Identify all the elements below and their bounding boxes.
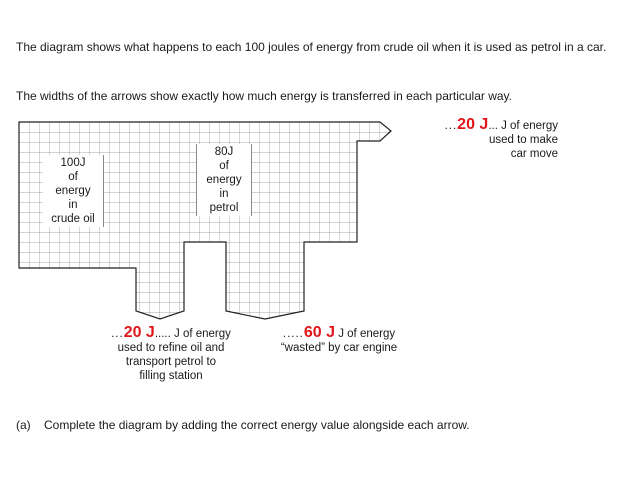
refine-answer xyxy=(86,326,256,383)
petrol-line-2: of xyxy=(219,160,229,172)
car-move-dots-after: ... J of energy xyxy=(488,120,558,132)
refine-dots-after: ..... J of energy xyxy=(154,328,231,340)
wasted-line-2: “wasted” by car engine xyxy=(280,342,398,354)
intro-text-1: The diagram shows what happens to each 100 joules of energy from crude oil when it is used as petrol in a car. xyxy=(16,40,607,54)
car-move-line-2: used to make xyxy=(488,134,558,146)
petrol-line-3: energy xyxy=(206,174,242,186)
wasted-dots-after: J of energy xyxy=(335,328,396,340)
car-move-value: 20 J xyxy=(457,116,489,133)
car-move-dots-before: ... xyxy=(444,120,458,132)
wasted-value: 60 J xyxy=(303,324,336,341)
car-move-answer xyxy=(398,118,558,161)
refine-line-4: filling station xyxy=(139,370,203,382)
petrol-line-5: petrol xyxy=(209,202,239,214)
petrol-energy-box xyxy=(196,144,252,216)
crude-oil-line-4: in xyxy=(68,199,78,211)
refine-value: 20 J xyxy=(123,324,155,341)
crude-oil-line-2: of xyxy=(68,171,78,183)
refine-dots-before: ... xyxy=(111,328,124,340)
wasted-answer xyxy=(256,326,422,355)
refine-line-2: used to refine oil and xyxy=(117,342,225,354)
petrol-line-4: in xyxy=(219,188,229,200)
question-a: (a) Complete the diagram by adding the correct energy value alongside each arrow. xyxy=(16,418,470,432)
crude-oil-energy-box xyxy=(43,155,104,227)
petrol-line-1: 80J xyxy=(214,146,234,158)
crude-oil-line-3: energy xyxy=(55,185,91,197)
wasted-dots-before: ..... xyxy=(282,328,304,340)
intro-text-2: The widths of the arrows show exactly how much energy is transferred in each particular way. xyxy=(16,89,512,103)
crude-oil-line-1: 100J xyxy=(60,157,86,169)
refine-line-3: transport petrol to xyxy=(125,356,217,368)
car-move-line-3: car move xyxy=(510,148,558,160)
crude-oil-line-5: crude oil xyxy=(51,213,95,225)
